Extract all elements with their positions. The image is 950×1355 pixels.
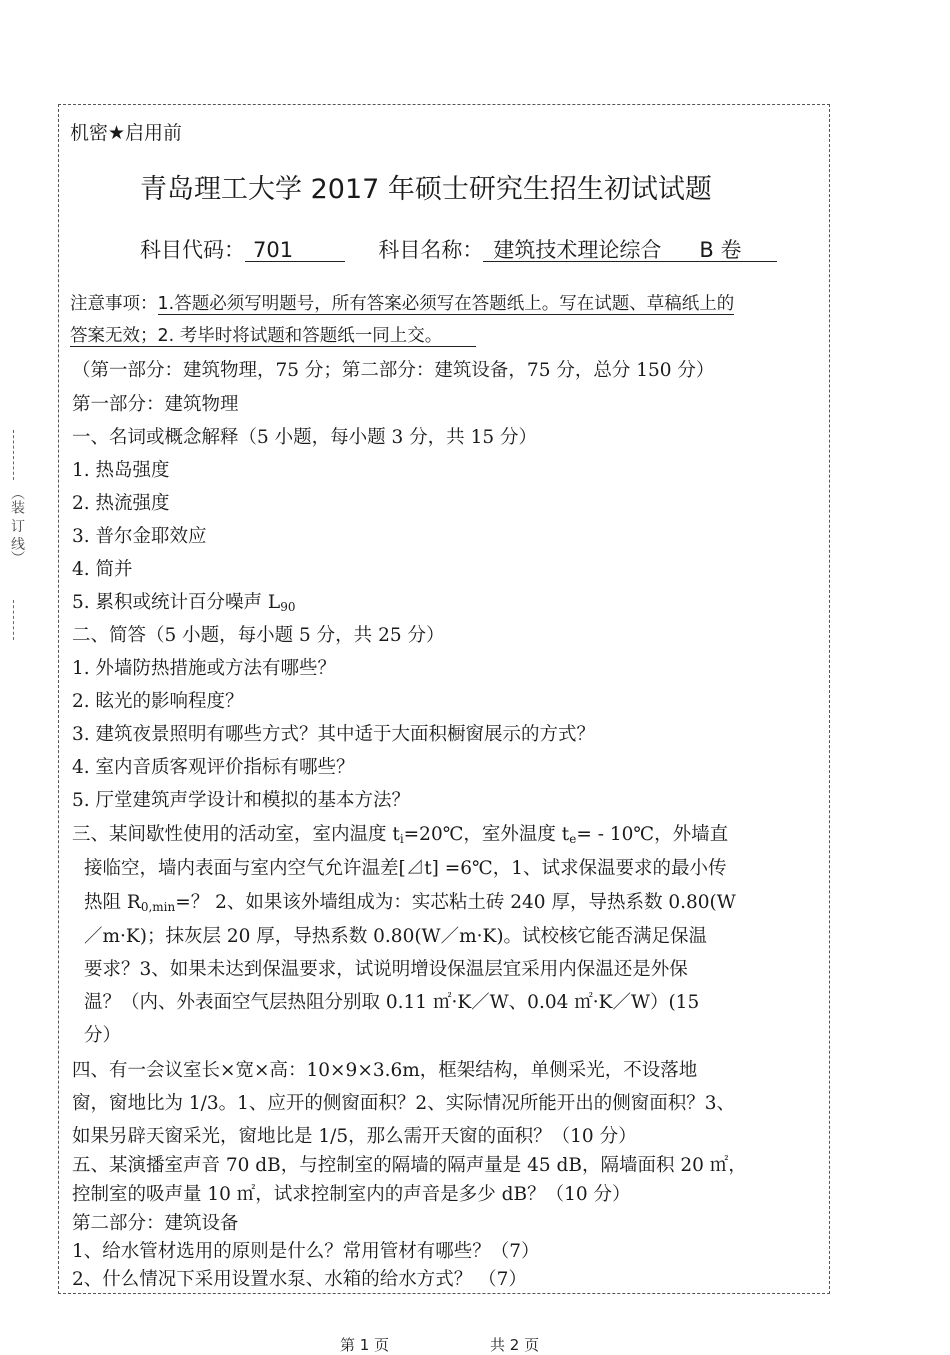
section2-heading: 二、简答（5 小题，每小题 5 分，共 25 分） [72,625,445,646]
subscript: e [569,832,577,846]
subject-name: 建筑技术理论综合 [493,238,662,262]
binding-line-margin [6,430,25,640]
section1-item-subscript: 90 [280,600,296,614]
section3-line: 分） [84,1025,122,1046]
notice-text-1: 1.答题必须写明题号，所有答案必须写在答题纸上。写在试题、草稿纸上的 [157,294,735,314]
part2-item: 1、给水管材选用的原则是什么？常用管材有哪些？（7） [72,1241,540,1262]
subject-name-label: 科目名称： [378,238,484,262]
subscript: i [399,832,404,846]
section1-item: 2. 热流强度 [72,493,170,514]
section3-text: = - 10℃，外墙直 [576,824,729,845]
subject-code-label: 科目代码： [140,238,245,262]
section2-item: 1. 外墙防热措施或方法有哪些？ [72,658,337,679]
page-number: 第 1 页 [340,1336,390,1354]
section2-item: 5. 厅堂建筑声学设计和模拟的基本方法？ [72,790,411,811]
section3-text: 三、某间歇性使用的活动室，室内温度 t [72,824,400,845]
part2-title: 第二部分：建筑设备 [72,1213,239,1234]
binding-line-label: （装 订 线） [9,486,25,565]
section2-item: 2. 眩光的影响程度？ [72,691,244,712]
notice-text-2: 答案无效；2. 考毕时将试题和答题纸一同上交。 [70,328,476,347]
binding-dash-top [13,430,14,480]
notice-line-1 [70,296,734,315]
section3-line: 接临空，墙内表面与室内空气允许温差[⊿t] =6℃，1、试求保温要求的最小传 [84,858,727,879]
subject-name-field [483,240,777,262]
subscript: 0,min [140,900,176,914]
section3-text: =？ 2、如果该外墙组成为：实芯粘土砖 240 厚，导热系数 0.80(W [175,892,736,913]
section1-item [72,594,295,613]
part1-title: 第一部分：建筑物理 [72,394,239,415]
subject-code: 701 [245,240,345,262]
part2-item: 2、什么情况下采用设置水泵、水箱的给水方式？ （7） [72,1269,527,1290]
binding-dash-bottom [13,600,14,640]
section3-text: 热阻 R [84,892,141,913]
section5-line: 五、某演播室声音 70 dB，与控制室的隔墙的隔声量是 45 dB，隔墙面积 20 ㎡， [72,1155,747,1176]
confidential-label: 机密★启用前 [70,122,183,144]
section2-item: 4. 室内音质客观评价指标有哪些？ [72,757,355,778]
notice-line-2 [70,328,476,347]
page-total: 共 2 页 [490,1336,540,1354]
section5-line: 控制室的吸声量 10 ㎡，试求控制室内的声音是多少 dB？（10 分） [72,1184,631,1205]
section4-line: 窗，窗地比为 1/3。1、应开的侧窗面积？2、实际情况所能开出的侧窗面积？3、 [72,1093,735,1114]
section2-item: 3. 建筑夜景照明有哪些方式？其中适于大面积橱窗展示的方式？ [72,724,596,745]
section3-line [72,826,728,845]
section4-line: 四、有一会议室长×宽×高：10×9×3.6m，框架结构，单侧采光，不设落地 [72,1060,698,1081]
section1-heading: 一、名词或概念解释（5 小题，每小题 3 分，共 15 分） [72,427,537,448]
section3-line [84,894,736,913]
subject-row [140,240,777,262]
exam-title: 青岛理工大学 2017 年硕士研究生招生初试试题 [140,174,712,205]
paper-version: B 卷 [699,238,742,262]
section3-line: 要求？3、如果未达到保温要求，试说明增设保温层宜采用内保温还是外保 [84,959,688,980]
section3-line: 温？（内、外表面空气层热阻分别取 0.11 ㎡·K／W、0.04 ㎡·K／W）(15 [84,992,700,1013]
section3-line: ／m·K)；抹灰层 20 厚，导热系数 0.80(W／m·K)。试校核它能否满足保温 [84,926,708,947]
section3-text: =20℃，室外温度 t [403,824,570,845]
notice-label: 注意事项： [70,294,158,314]
section1-item: 4. 简并 [72,559,133,580]
section4-line: 如果另辟天窗采光，窗地比是 1/5，那么需开天窗的面积？（10 分） [72,1126,637,1147]
section1-item: 3. 普尔金耶效应 [72,526,207,547]
section1-item: 1. 热岛强度 [72,460,170,481]
score-summary: （第一部分：建筑物理，75 分；第二部分：建筑设备，75 分，总分 150 分） [72,360,715,381]
section1-item-text: 5. 累积或统计百分噪声 L [72,592,281,613]
